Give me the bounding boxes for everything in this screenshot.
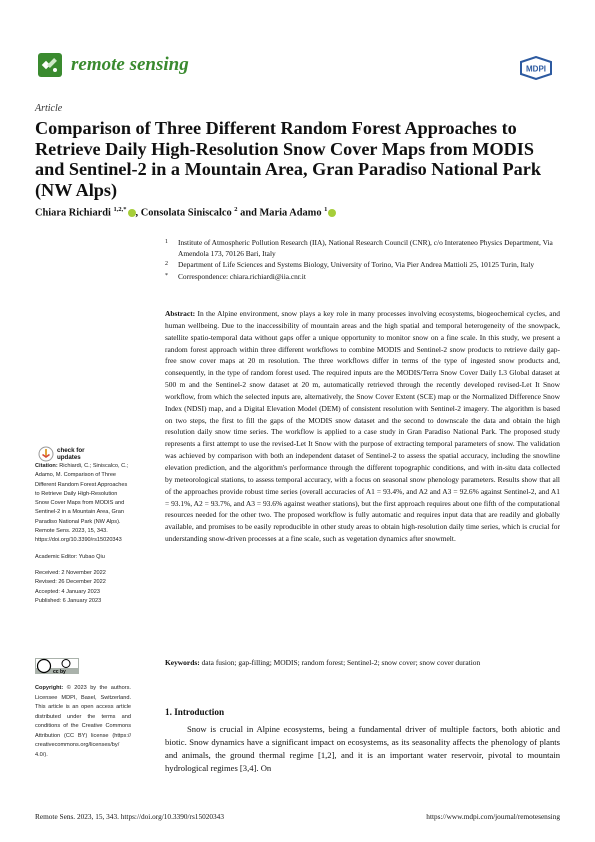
check-updates-line1: check for bbox=[57, 447, 85, 454]
author-separator: , bbox=[135, 207, 141, 219]
affiliation-number: 1 bbox=[165, 239, 168, 245]
keywords-text: data fusion; gap-filling; MODIS; random forest; Sentinel-2; snow cover; snow cover duration bbox=[201, 658, 481, 667]
date-received: Received: 2 November 2022 bbox=[35, 569, 106, 576]
cc-by-license-icon[interactable] bbox=[35, 658, 79, 674]
journal-name: remote sensing bbox=[71, 54, 189, 75]
date-revised: Revised: 26 December 2022 bbox=[35, 579, 106, 586]
orcid-icon[interactable] bbox=[128, 209, 136, 217]
paper-title: Comparison of Three Different Random Forest Approaches to Retrieve Daily High-Resolution Snow Cover Maps from MODIS and Sentinel-2 in a Mountain Area, Gran Paradiso National Park (NW Alps) bbox=[35, 118, 541, 200]
mdpi-logo[interactable] bbox=[517, 56, 555, 80]
affiliation-number: * bbox=[165, 272, 168, 279]
citation-label: Citation: bbox=[35, 463, 58, 469]
affiliation-item bbox=[165, 237, 565, 259]
sidebar-info bbox=[35, 462, 131, 606]
copyright-block bbox=[35, 684, 131, 760]
author-name: Consolata Siniscalco bbox=[140, 207, 232, 219]
footer-citation[interactable]: Remote Sens. 2023, 15, 343. https://doi.org/10.3390/rs15020343 bbox=[35, 812, 224, 821]
affiliation-text: Institute of Atmospheric Pollution Research (IIA), National Research Council (CNR), c/o Interateneo Physics Department, Via Amendola 173, 70126 Bari, Italy bbox=[178, 238, 553, 259]
citation-text: Richiardi, C.; Siniscalco, C.; Adamo, M. Comparison of Three Different Random Forest Approaches to Retrieve Daily High-Resolution Snow Cover Maps from MODIS and Sentinel-2 in a Mountain Area, Gran Paradiso National Park (NW Alps). Remote Sens. 2023, 15, 343. https://doi.org/10.3390/rs15020343 bbox=[35, 463, 129, 544]
keywords bbox=[165, 657, 560, 668]
date-published: Published: 6 January 2023 bbox=[35, 597, 102, 604]
affiliation-number: 2 bbox=[165, 261, 168, 268]
author-affiliation-mark: 1 bbox=[324, 206, 328, 213]
introduction-text bbox=[165, 723, 560, 775]
author-affiliation-mark: 1,2,* bbox=[113, 206, 127, 213]
affiliation-text: Department of Life Sciences and Systems Biology, University of Torino, Via Pier Andrea Mattioli 25, 10125 Turin, Italy bbox=[178, 260, 535, 270]
affiliation-item bbox=[165, 271, 565, 282]
affiliations bbox=[165, 237, 565, 282]
keywords-label: Keywords: bbox=[165, 658, 200, 667]
journal-logo[interactable] bbox=[35, 50, 189, 80]
abstract-label: Abstract: bbox=[165, 309, 196, 318]
check-updates-line2: updates bbox=[57, 454, 81, 461]
academic-editor: Academic Editor: Yubao Qiu bbox=[35, 553, 105, 560]
check-updates-icon bbox=[38, 446, 54, 462]
mdpi-logo-text: MDPI bbox=[526, 64, 546, 74]
author-separator: and bbox=[237, 207, 260, 219]
correspondence-text: Correspondence: chiara.richiardi@iia.cnr.it bbox=[178, 271, 306, 281]
footer-journal-url[interactable]: https://www.mdpi.com/journal/remotesensing bbox=[426, 812, 560, 821]
date-accepted: Accepted: 4 January 2023 bbox=[35, 588, 100, 595]
orcid-icon[interactable] bbox=[328, 209, 336, 217]
cc-badge-text: cc by bbox=[53, 668, 66, 674]
dates-block bbox=[35, 569, 131, 606]
introduction-body: Snow is crucial in Alpine ecosystems, being a fundamental driver of multiple factors, both abiotic and biotic. Snow dynamics have a significant impact on ecosystems, as its seasonality affects the phenology of plants and animals, the ground thermal regime [1,2], and it is an important water reservoir, pivotal to mountain hydrological regimes [3,4]. On bbox=[165, 724, 560, 774]
section-heading: 1. Introduction bbox=[165, 707, 225, 717]
author-list bbox=[35, 206, 336, 218]
abstract bbox=[165, 308, 560, 545]
check-for-updates-badge[interactable] bbox=[38, 446, 85, 462]
author-name: Maria Adamo bbox=[259, 207, 322, 219]
affiliation-item bbox=[165, 259, 565, 270]
article-type: Article bbox=[35, 103, 63, 114]
satellite-icon bbox=[35, 50, 65, 80]
author-affiliation-mark: 2 bbox=[234, 206, 238, 213]
abstract-text: In the Alpine environment, snow plays a key role in many processes involving ecosystems, biogeochemical cycles, and human wellbeing. Due to the inaccessibility of mountain areas and the high spatial and temporal heterogeneity of the snowpack, satellite spatio-temporal data without gaps offer a unique opportunity to monitor snow on a fine scale. In this study, we present a random forest approach within three different workflows to combine MODIS and Sentinel-2 snow products to retrieve daily gap-free snow cover maps at 20 m resolution. The three workflows differ in terms of the type of ingested snow products and, consequently, in the type of random forest used. The required inputs are the MODIS/Terra Snow Cover Daily L3 Global dataset at 500 m and the Sentinel-2 snow dataset at 20 m, automatically retrieved through the recently developed revised-Let It Snow workflow, from which the selected inputs are, alternatively, the Snow Cover Extent (SCE) map or the Normalized Difference Snow Index (NDSI) map, and a Digital Elevation Model (DEM) of consistent resolution with Sentinel-2 imagery. The algorithm is based on two steps, the first to fill the gaps of the MODIS snow dataset and the second to downscale the data and obtain the high resolution daily snow time series. The workflow is applied to a case study in Gran Paradiso National Park. The proposed study represents a first attempt to use the revised-Let It Snow with the purpose of extracting temporal parameters of snow. The validation was achieved by comparison with both an independent dataset of Sentinel-2 to assess the spatial accuracy, including the snowline elevation prediction, and the algorithm's performance through the different topographic conditions, and with in-situ data collected by meteorological stations, to assess temporal accuracy, with a focus on seasonal snow phenology parameters. Results show that all of the approaches provide robust time series (overall accuracies of A1 = 93.4%, and A2 and A3 = 92.6% against Sentinel-2, and A1 = 93.1%, A2 = 93.7%, and A3 = 93.6% against weather stations), but the first approach requires about one fifth of the computational resources needed for the other two. The proposed workflow is fully automatic and requires input data that are readily and globally available, and promises to be easily reproducible in other study areas to obtain high-resolution daily time series, which is crucial for understanding snow-driven processes at a fine scale, such as vegetation dynamics after snowmelt. bbox=[165, 309, 561, 544]
copyright-label: Copyright: bbox=[35, 685, 64, 691]
copyright-text: © 2023 by the authors. Licensee MDPI, Basel, Switzerland. This article is an open access article distributed under the terms and conditions of the Creative Commons Attribution (CC BY) license (https:// creativecommons.org/licenses/by/ 4.0/). bbox=[35, 685, 131, 758]
citation-block bbox=[35, 462, 131, 546]
author-name: Chiara Richiardi bbox=[35, 207, 111, 219]
